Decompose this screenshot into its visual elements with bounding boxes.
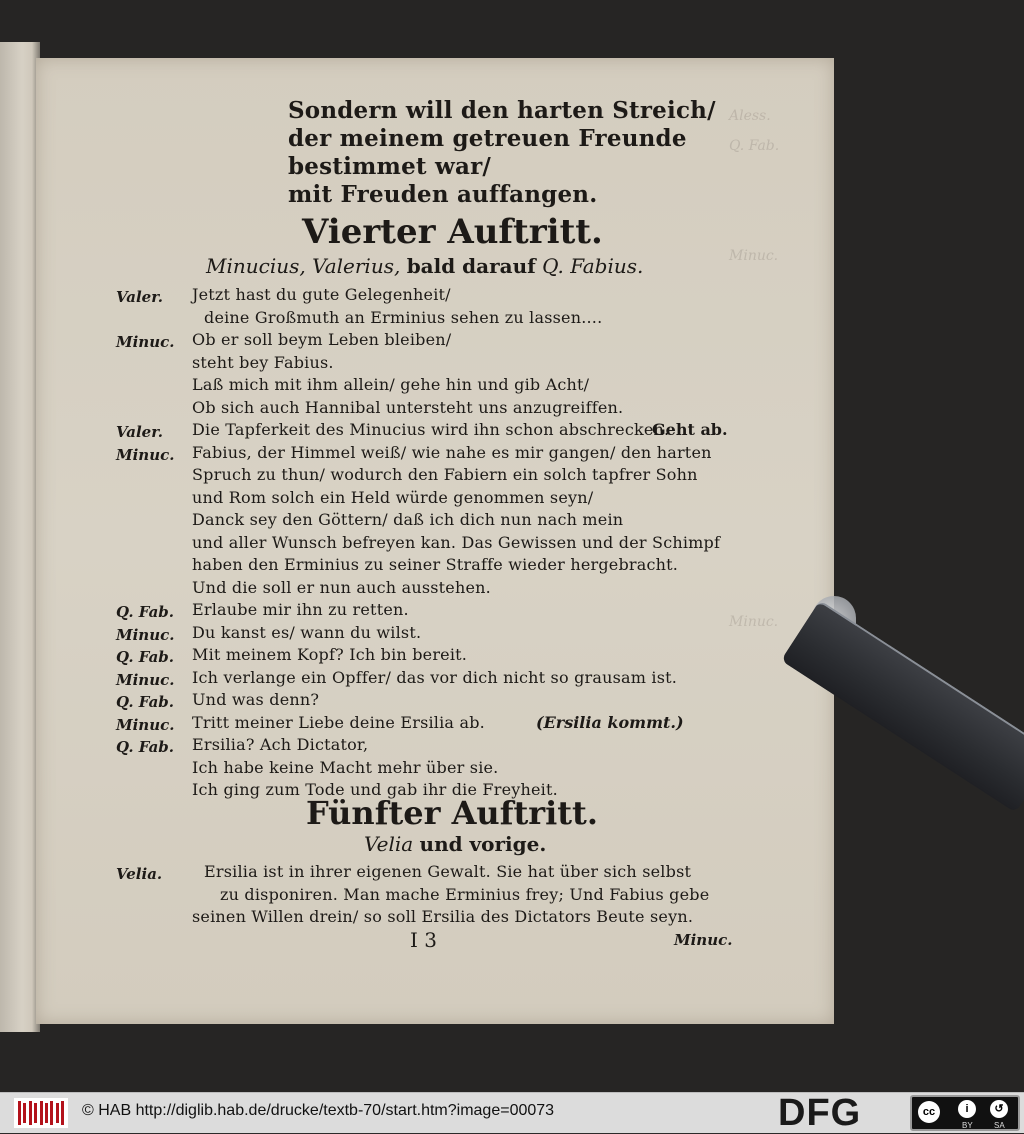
speaker-label: Q. Fab. bbox=[116, 693, 175, 711]
dialogue-line: Danck sey den Göttern/ daß ich dich nun nach mein bbox=[192, 510, 624, 529]
hab-logo-bar bbox=[50, 1101, 53, 1125]
hab-logo-bar bbox=[29, 1101, 32, 1125]
dialogue-line: Ich ging zum Tode und gab ihr die Freyheit. bbox=[192, 780, 558, 799]
cast-connector: bald darauf bbox=[406, 254, 536, 278]
stage-direction: (Ersilia kommt.) bbox=[536, 712, 684, 732]
dialogue-line: Die Tapferkeit des Minucius wird ihn schon abschrecken. bbox=[192, 420, 670, 439]
dialogue-line: Spruch zu thun/ wodurch den Fabiern ein solch tapfrer Sohn bbox=[192, 465, 698, 484]
dialogue-line: deine Großmuth an Erminius sehen zu lassen.... bbox=[204, 307, 603, 327]
dialogue-line: Und was denn? bbox=[192, 690, 320, 709]
dialogue-line: Ich habe keine Macht mehr über sie. bbox=[192, 757, 499, 777]
left-page-edge bbox=[0, 42, 40, 1032]
license-by-label: BY bbox=[962, 1121, 973, 1130]
dialogue-line: haben den Erminius zu seiner Straffe wieder hergebracht. bbox=[192, 555, 679, 574]
speaker-label: Minuc. bbox=[116, 715, 175, 734]
scene-title: Fünfter Auftritt. bbox=[306, 794, 598, 832]
scene-cast bbox=[206, 254, 643, 278]
speaker-label: Minuc. bbox=[116, 445, 175, 464]
dialogue-line: Jetzt hast du gute Gelegenheit/ bbox=[192, 285, 451, 304]
speaker-label: Q. Fab. bbox=[116, 648, 175, 666]
verse-line: mit Freuden auffangen. bbox=[288, 181, 598, 208]
signature-mark: I 3 bbox=[410, 928, 437, 952]
verse-line: Sondern will den harten Streich/ bbox=[288, 97, 716, 124]
speaker-label: Valer. bbox=[116, 423, 163, 441]
license-sa-label: SA bbox=[994, 1121, 1005, 1130]
dialogue-line: steht bey Fabius. bbox=[192, 352, 334, 372]
cast-rest: und vorige. bbox=[419, 832, 547, 856]
dialogue-line: Ersilia? Ach Dictator, bbox=[192, 735, 369, 754]
speaker-label: Minuc. bbox=[116, 333, 175, 351]
cast-names: Minucius, Valerius, bbox=[206, 254, 401, 278]
speaker-label: Q. Fab. bbox=[116, 603, 175, 621]
dialogue-line: Mit meinem Kopf? Ich bin bereit. bbox=[192, 645, 468, 664]
speaker-label: Minuc. bbox=[116, 670, 175, 689]
hab-logo-bar bbox=[45, 1103, 48, 1123]
cc-icon: cc bbox=[918, 1101, 940, 1123]
dialogue-line: Tritt meiner Liebe deine Ersilia ab. bbox=[192, 712, 485, 732]
scene-title: Vierter Auftritt. bbox=[302, 212, 603, 252]
hab-logo-bar bbox=[56, 1103, 59, 1123]
verse-line: der meinem getreuen Freunde bbox=[288, 125, 687, 152]
cc-license-badge[interactable] bbox=[910, 1095, 1020, 1131]
speaker-label: Q. Fab. bbox=[116, 738, 175, 756]
sa-icon: ↺ bbox=[990, 1100, 1008, 1118]
hab-logo-icon bbox=[14, 1098, 68, 1128]
dialogue-line: Fabius, der Himmel weiß/ wie nahe es mir gangen/ den harten bbox=[192, 442, 712, 462]
hab-logo-bar bbox=[18, 1101, 21, 1125]
hab-logo-bar bbox=[40, 1101, 43, 1125]
verse-line: bestimmet war/ bbox=[288, 153, 491, 180]
cast-name-velia: Velia bbox=[364, 832, 414, 856]
dialogue-line: Und die soll er nun auch ausstehen. bbox=[192, 577, 491, 597]
cast-name-fabius: Q. Fabius. bbox=[542, 254, 644, 278]
dfg-logo: DFG bbox=[778, 1092, 862, 1134]
by-icon: i bbox=[958, 1100, 976, 1118]
stage-direction: Geht ab. bbox=[652, 420, 728, 439]
dialogue-line: und Rom solch ein Held würde genommen seyn/ bbox=[192, 487, 594, 507]
speaker-label: Valer. bbox=[116, 288, 163, 306]
dialogue-line: Ersilia ist in ihrer eigenen Gewalt. Sie hat über sich selbst bbox=[204, 862, 692, 881]
speaker-label: Minuc. bbox=[116, 625, 175, 644]
dialogue-line: Ob sich auch Hannibal untersteht uns anzugreiffen. bbox=[192, 397, 624, 417]
dialogue-line: Laß mich mit ihm allein/ gehe hin und gib Acht/ bbox=[192, 375, 590, 394]
hab-logo-bar bbox=[34, 1103, 37, 1123]
scene-cast bbox=[364, 832, 546, 856]
dialogue-line: und aller Wunsch befreyen kan. Das Gewissen und der Schimpf bbox=[192, 532, 721, 552]
catchword: Minuc. bbox=[674, 931, 733, 949]
dialogue-line: seinen Willen drein/ so soll Ersilia des Dictators Beute seyn. bbox=[192, 907, 694, 926]
speaker-label: Velia. bbox=[116, 865, 163, 883]
dialogue-line: Ich verlange ein Opffer/ das vor dich nicht so grausam ist. bbox=[192, 667, 678, 687]
book-page: Aless. Q. Fab. Minuc. Minuc. bbox=[36, 58, 834, 1024]
dialogue-line: Erlaube mir ihn zu retten. bbox=[192, 600, 409, 619]
footer-bar bbox=[0, 1092, 1024, 1133]
dialogue-line: Du kanst es/ wann du wilst. bbox=[192, 622, 422, 642]
hab-logo-bar bbox=[23, 1103, 26, 1123]
dialogue-line: zu disponiren. Man mache Erminius frey; Und Fabius gebe bbox=[220, 884, 710, 904]
copyright-text: © HAB http://diglib.hab.de/drucke/textb-70/start.htm?image=00073 bbox=[82, 1102, 555, 1119]
dialogue-line: Ob er soll beym Leben bleiben/ bbox=[192, 330, 452, 349]
hab-logo-bar bbox=[61, 1101, 64, 1125]
